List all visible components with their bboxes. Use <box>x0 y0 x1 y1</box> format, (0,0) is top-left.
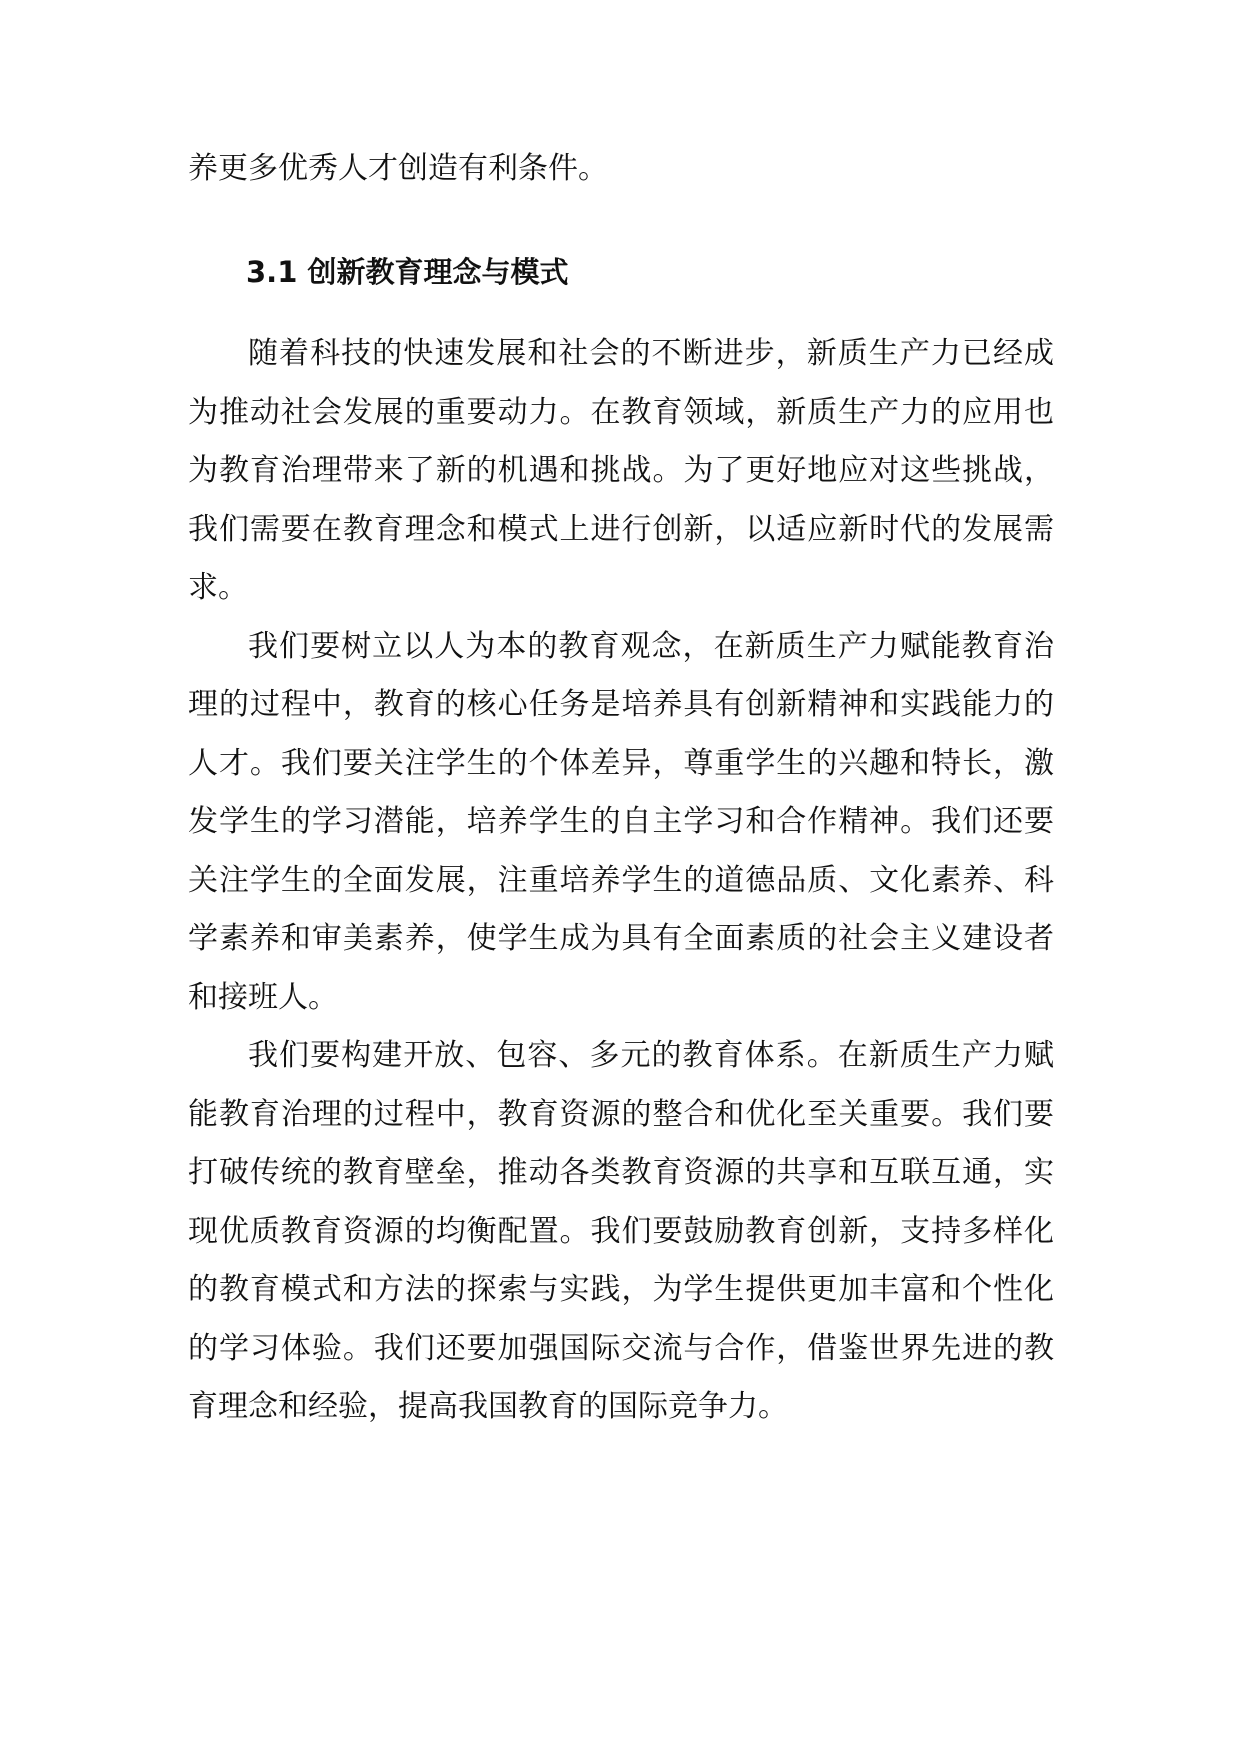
page-content <box>188 140 1054 1437</box>
continuation-paragraph: 养更多优秀人才创造有利条件。 <box>188 151 608 186</box>
section-heading: 3.1 创新教育理念与模式 <box>246 254 569 289</box>
body-paragraph-2: 我们要树立以人为本的教育观念，在新质生产力赋能教育治理的过程中，教育的核心任务是培养具有创新精神和实践能力的人才。我们要关注学生的个体差异，尊重学生的兴趣和特长，激发学生的学习潜能，培养学生的自主学习和合作精神。我们还要关注学生的全面发展，注重培养学生的道德品质、文化素养、科学素养和审美素养，使学生成为具有全面素质的社会主义建设者和接班人。 <box>188 628 1054 1015</box>
body-paragraph-1: 随着科技的快速发展和社会的不断进步，新质生产力已经成为推动社会发展的重要动力。在教育领域，新质生产力的应用也为教育治理带来了新的机遇和挑战。为了更好地应对这些挑战，我们需要在教育理念和模式上进行创新，以适应新时代的发展需求。 <box>188 336 1054 605</box>
body-paragraph-3: 我们要构建开放、包容、多元的教育体系。在新质生产力赋能教育治理的过程中，教育资源的整合和优化至关重要。我们要打破传统的教育壁垒，推动各类教育资源的共享和互联互通，实现优质教育资源的均衡配置。我们要鼓励教育创新，支持多样化的教育模式和方法的探索与实践，为学生提供更加丰富和个性化的学习体验。我们还要加强国际交流与合作，借鉴世界先进的教育理念和经验，提高我国教育的国际竞争力。 <box>188 1038 1054 1424</box>
